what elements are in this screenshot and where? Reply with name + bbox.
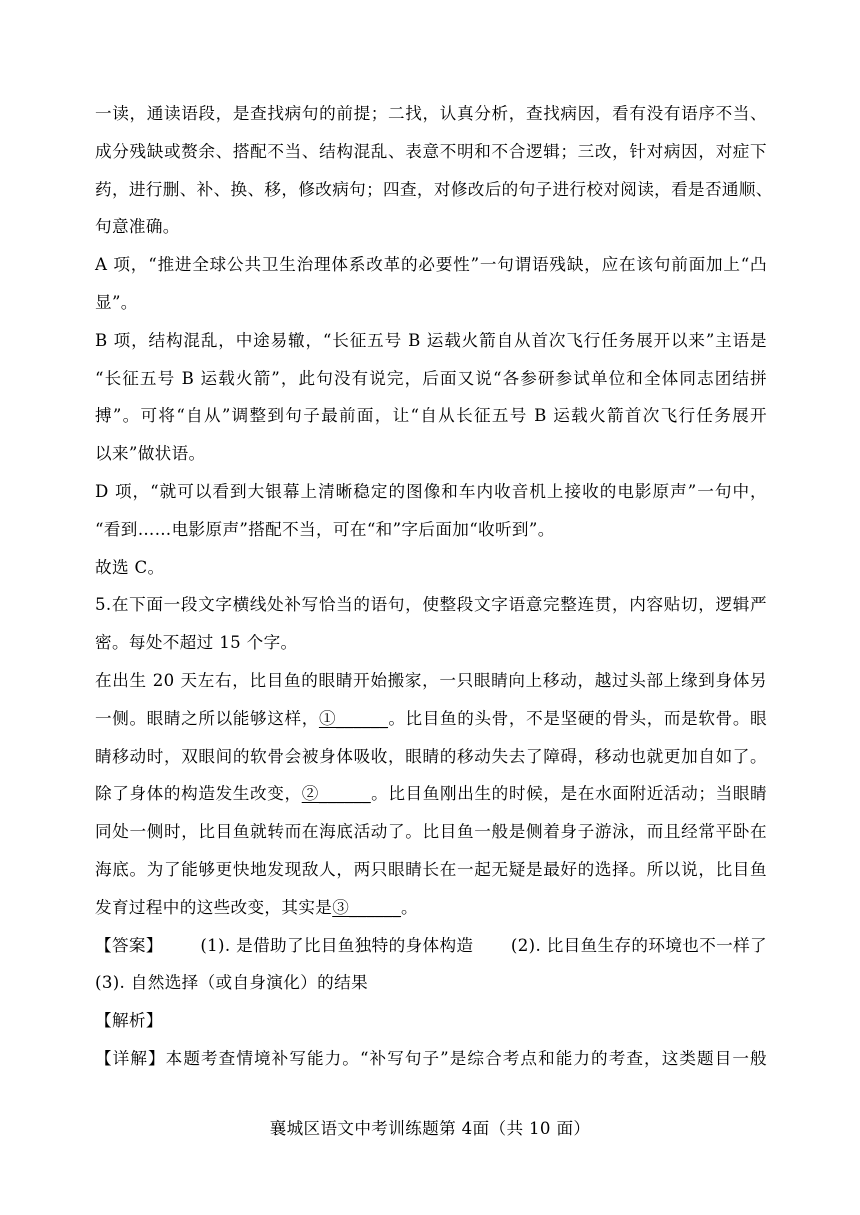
text-line: 5.在下面一段文字横线处补写恰当的语句，使整段文字语意完整连贯，内容贴切，逻辑严 [95, 595, 767, 615]
option-a-paragraph [95, 246, 767, 322]
text-segment: 。比目鱼刚出生的时候，是在水面附近活动；当眼睛 [370, 784, 767, 804]
text-segment: 除了身体的构造发生改变， [95, 784, 302, 804]
text-line: 成分残缺或赘余、搭配不当、结构混乱、表意不明和不合逻辑；三改，针对病因，对症下 [95, 141, 767, 161]
text-segment: 发育过程中的这些改变，其实是 [95, 897, 333, 917]
text-segment: 。比目鱼的头骨，不是坚硬的骨头，而是软骨。眼 [388, 708, 767, 728]
answer-3: (3). 自然选择（或自身演化）的结果 [95, 973, 369, 993]
text-line: 同处一侧时，比目鱼就转而在海底活动了。比目鱼一般是侧着身子游泳，而且经常平卧在 [95, 822, 767, 842]
text-line: 密。每处不超过 15 个字。 [95, 633, 298, 653]
method-paragraph [95, 95, 773, 246]
text-line: 以来”做状语。 [95, 444, 206, 464]
question-5-passage [95, 662, 767, 927]
answer-1: (1). 是借助了比目鱼独特的身体构造 [200, 935, 474, 955]
text-line [95, 775, 767, 813]
blank-1: ①______ [318, 708, 389, 728]
document-body [95, 95, 773, 1078]
text-line: 显”。 [95, 292, 138, 312]
text-line: 在出生 20 天左右，比目鱼的眼睛开始搬家，一只眼睛向上移动，越过头部上缘到身体另 [95, 670, 767, 690]
question-5-prompt [95, 586, 767, 662]
conclusion-text: 故选 C。 [95, 557, 165, 577]
text-line: D 项，“就可以看到大银幕上清晰稳定的图像和车内收音机上接收的电影原声”一句中， [95, 481, 767, 501]
text-line: 一读，通读语段，是查找病句的前提；二找，认真分析，查找病因，看有没有语序不当、 [95, 104, 767, 123]
blank-3: ③______ [332, 897, 402, 917]
option-d-paragraph [95, 473, 767, 549]
text-line: B 项，结构混乱，中途易辙，“长征五号 B 运载火箭自从首次飞行任务展开以来”主语是 [95, 330, 767, 350]
detail-text: 【详解】本题考查情境补写能力。“补写句子”是综合考点和能力的考查，这类题目一般 [95, 1048, 767, 1068]
text-line [95, 889, 767, 927]
text-segment: 。 [401, 897, 418, 917]
text-line: “看到……电影原声”搭配不当，可在“和”字后面加“收听到”。 [95, 519, 555, 539]
text-segment: 一侧。眼睛之所以能够这样， [95, 708, 319, 728]
text-line: A 项，“推进全球公共卫生治理体系改革的必要性”一句谓语残缺，应在该句前面加上“凸 [95, 255, 767, 275]
text-line: 药，进行删、补、换、移，修改病句；四查，对修改后的句子进行校对阅读，看是否通顺、 [95, 179, 773, 199]
text-line: 海底。为了能够更快地发现敌人，两只眼睛长在一起无疑是最好的选择。所以说，比目鱼 [95, 859, 767, 879]
page-footer: 襄城区语文中考训练题第 4面（共 10 面） [269, 1119, 591, 1138]
text-line: 句意准确。 [95, 217, 180, 237]
answer-line [95, 927, 767, 965]
answer-section [95, 927, 767, 1003]
answer-label: 【答案】 [95, 935, 163, 955]
text-line: 搏”。可将“自从”调整到句子最前面，让“自从长征五号 B 运载火箭首次飞行任务展开 [95, 406, 767, 426]
analysis-label: 【解析】 [95, 1011, 163, 1031]
text-line [95, 700, 767, 738]
blank-2: ②______ [301, 784, 371, 804]
option-b-paragraph [95, 322, 767, 473]
text-line: 睛移动时，双眼间的软骨会被身体吸收，眼睛的移动失去了障碍，移动也就更加自如了。 [95, 746, 767, 766]
answer-2: (2). 比目鱼生存的环境也不一样了 [510, 935, 767, 955]
text-line: “长征五号 B 运载火箭”，此句没有说完，后面又说“各参研参试单位和全体同志团结拼 [95, 368, 767, 388]
